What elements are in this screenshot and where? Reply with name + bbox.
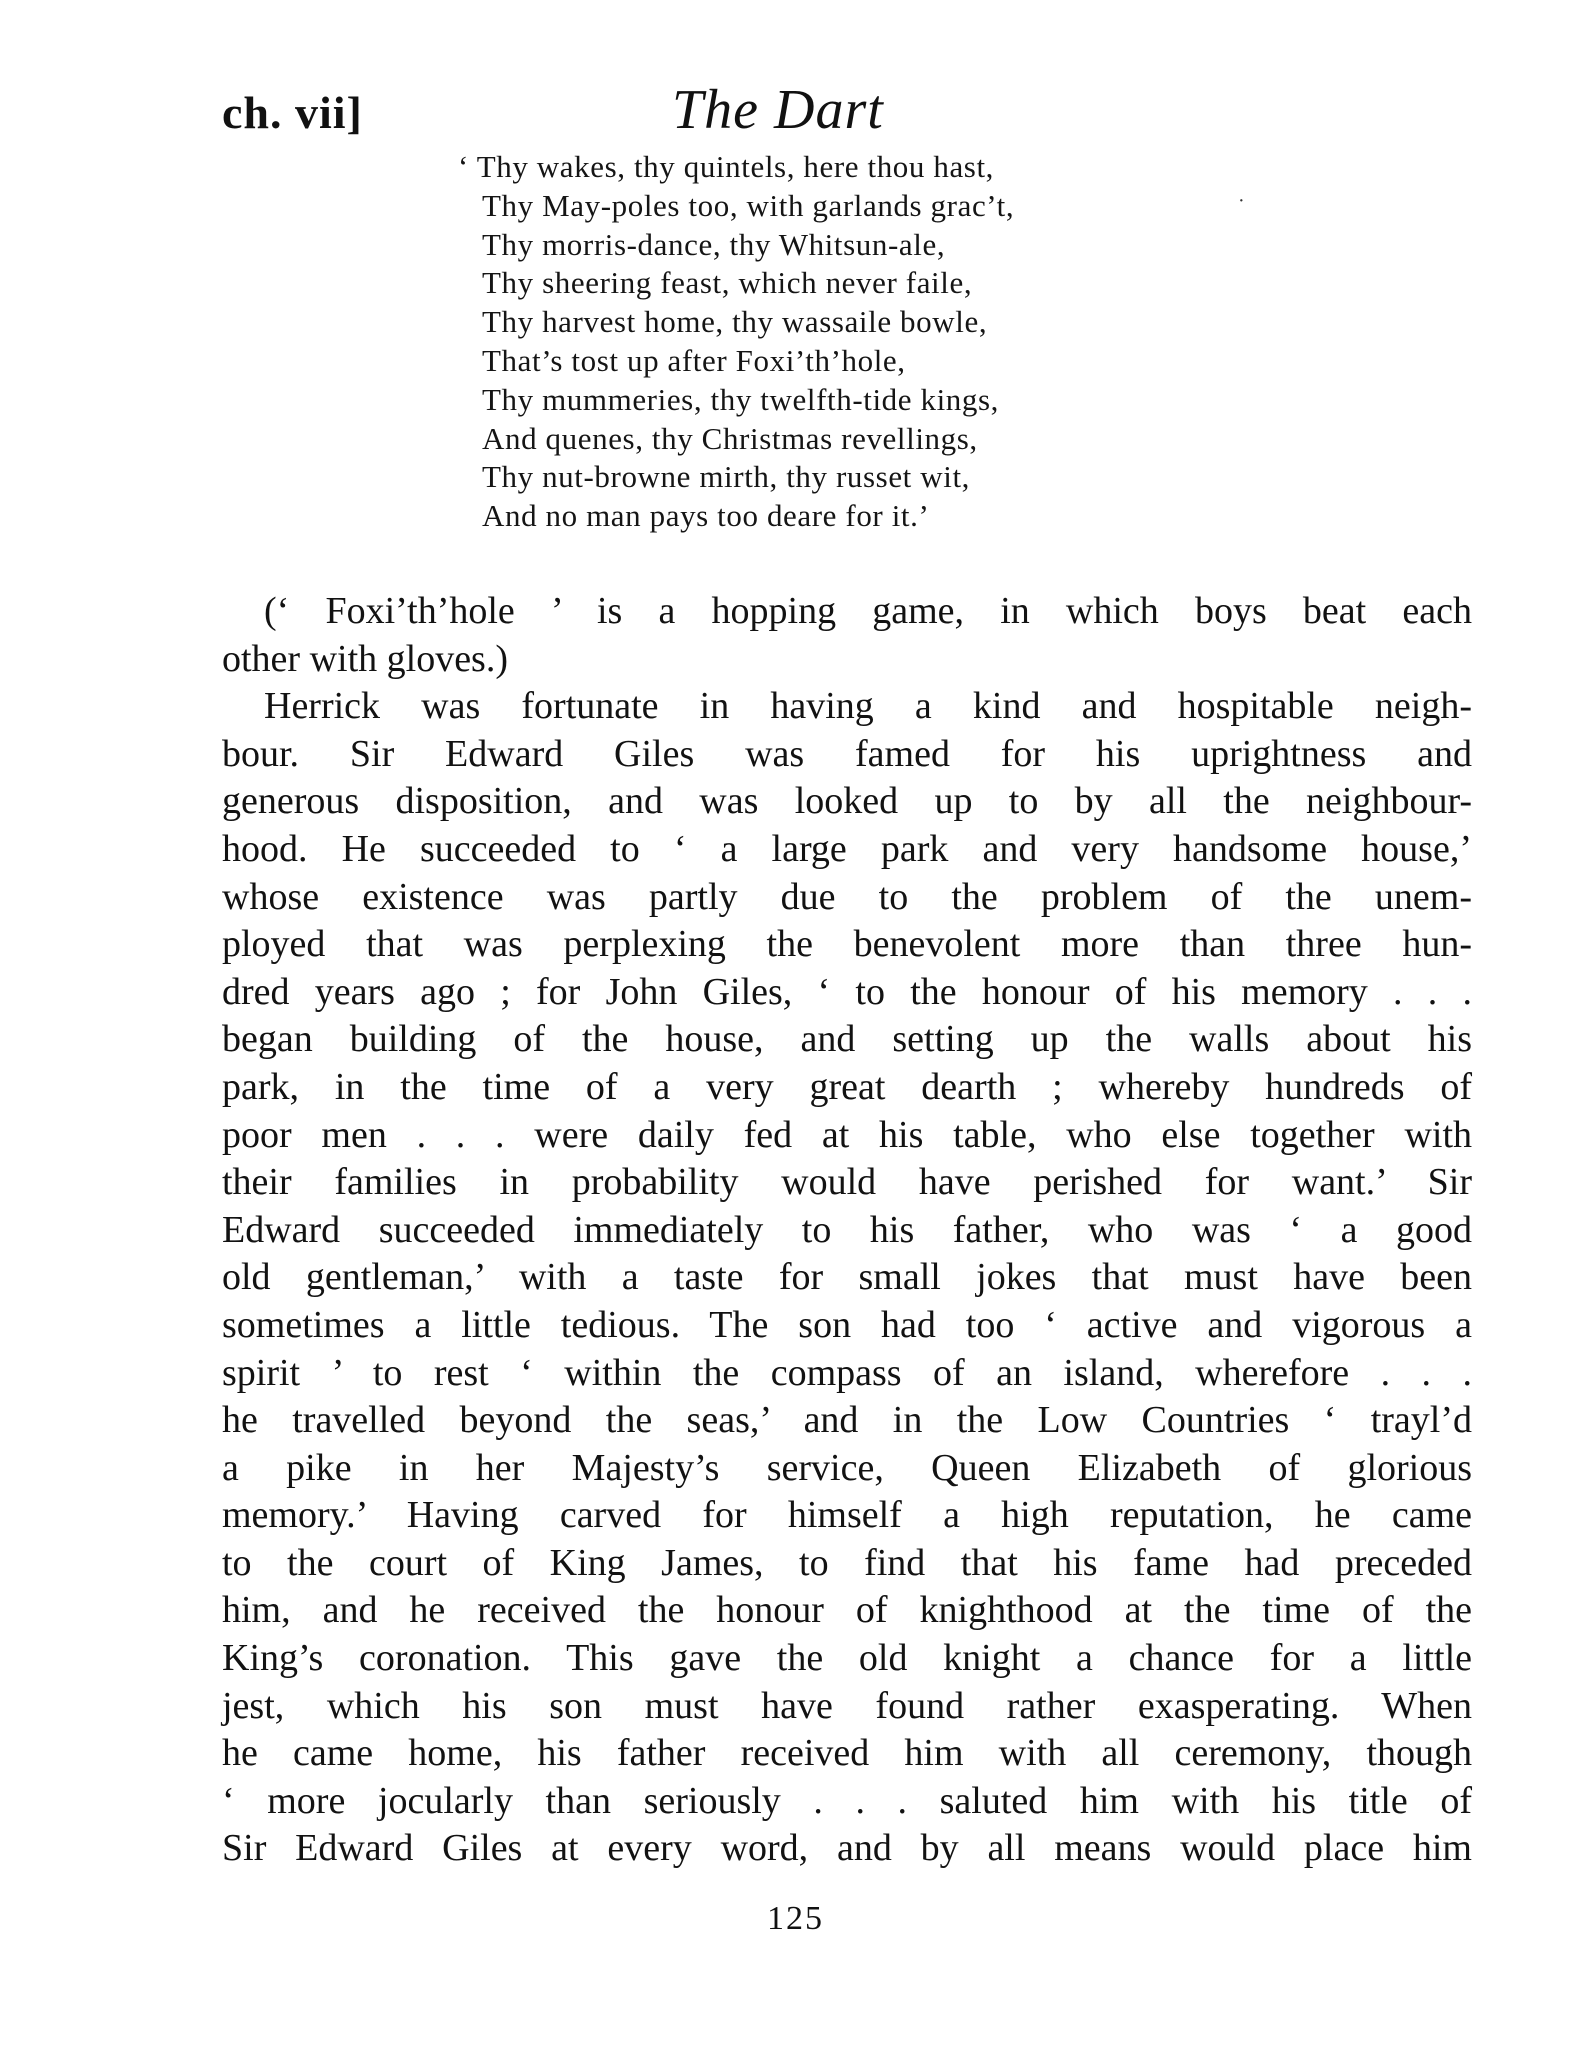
poem-line: ‘ Thy wakes, thy quintels, here thou hast, — [458, 149, 995, 184]
paragraph-line: bour. Sir Edward Giles was famed for his uprightness and — [222, 732, 1472, 775]
paragraph-line: generous disposition, and was looked up to by all the neighbour- — [222, 780, 1472, 823]
paragraph-line: memory.’ Having carved for himself a high reputation, he came — [222, 1494, 1472, 1537]
poem-line: And no man pays too deare for it.’ — [482, 498, 930, 534]
paragraph-line: he came home, his father received him with all ceremony, though — [222, 1732, 1472, 1775]
note-line: (‘ Foxi’th’hole ’ is a hopping game, in which boys beat each — [264, 590, 1472, 632]
page-number: 125 — [767, 1900, 824, 1937]
paragraph-line: spirit ’ to rest ‘ within the compass of an island, wherefore . . . — [222, 1351, 1472, 1394]
poem-line: Thy sheering feast, which never faile, — [482, 265, 973, 301]
paragraph-line: dred years ago ; for John Giles, ‘ to the honour of his memory . . . — [222, 970, 1472, 1013]
stray-mark: · — [1238, 190, 1245, 212]
paragraph-line: poor men . . . were daily fed at his table, who else together with — [222, 1113, 1472, 1156]
chapter-label: ch. vii] — [222, 87, 363, 138]
poem-line: Thy harvest home, thy wassaile bowle, — [482, 304, 988, 340]
paragraph-line: a pike in her Majesty’s service, Queen Elizabeth of glorious — [222, 1446, 1472, 1489]
body-text — [222, 588, 1472, 1873]
paragraph-line: ‘ more jocularly than seriously . . . saluted him with his title of — [222, 1779, 1472, 1822]
paragraph-line: whose existence was partly due to the problem of the unem- — [222, 875, 1472, 918]
paragraph-line: sometimes a little tedious. The son had too ‘ active and vigorous a — [222, 1303, 1472, 1346]
paragraph-line: old gentleman,’ with a taste for small jokes that must have been — [222, 1256, 1472, 1299]
poem-line: Thy morris-dance, thy Whitsun-ale, — [482, 226, 946, 262]
paragraph-line: he travelled beyond the seas,’ and in the Low Countries ‘ trayl’d — [222, 1399, 1472, 1442]
paragraph-line: Edward succeeded immediately to his father, who was ‘ a good — [222, 1208, 1472, 1251]
paragraph-line: hood. He succeeded to ‘ a large park and very handsome house,’ — [222, 827, 1472, 870]
paragraph-line: to the court of King James, to find that his fame had preceded — [222, 1541, 1472, 1584]
paragraph-line: began building of the house, and setting up the walls about his — [222, 1018, 1472, 1061]
poem-line: That’s tost up after Foxi’th’hole, — [482, 342, 906, 378]
paragraph-line: him, and he received the honour of knighthood at the time of the — [222, 1589, 1472, 1632]
running-title: The Dart — [672, 79, 884, 141]
poem-line: And quenes, thy Christmas revellings, — [482, 420, 978, 456]
paragraph-line: jest, which his son must have found rather exasperating. When — [222, 1684, 1472, 1727]
paragraph-line: ployed that was perplexing the benevolent more than three hun- — [222, 923, 1472, 966]
running-head — [222, 78, 1472, 158]
paragraph-line: Herrick was fortunate in having a kind and hospitable neigh- — [264, 685, 1472, 728]
paragraph-line: Sir Edward Giles at every word, and by all means would place him — [222, 1827, 1472, 1870]
paragraph-line: King’s coronation. This gave the old knight a chance for a little — [222, 1637, 1472, 1680]
poem-quotation — [458, 148, 1258, 536]
poem-line: Thy mummeries, thy twelfth-tide kings, — [482, 381, 999, 417]
paragraph-line: their families in probability would have perished for want.’ Sir — [222, 1161, 1472, 1204]
paragraph-line: park, in the time of a very great dearth ; whereby hundreds of — [222, 1065, 1472, 1108]
note-line: other with gloves.) — [222, 637, 509, 680]
poem-line: Thy May-poles too, with garlands grac’t, — [482, 187, 1015, 223]
poem-line: Thy nut-browne mirth, thy russet wit, — [482, 459, 971, 495]
